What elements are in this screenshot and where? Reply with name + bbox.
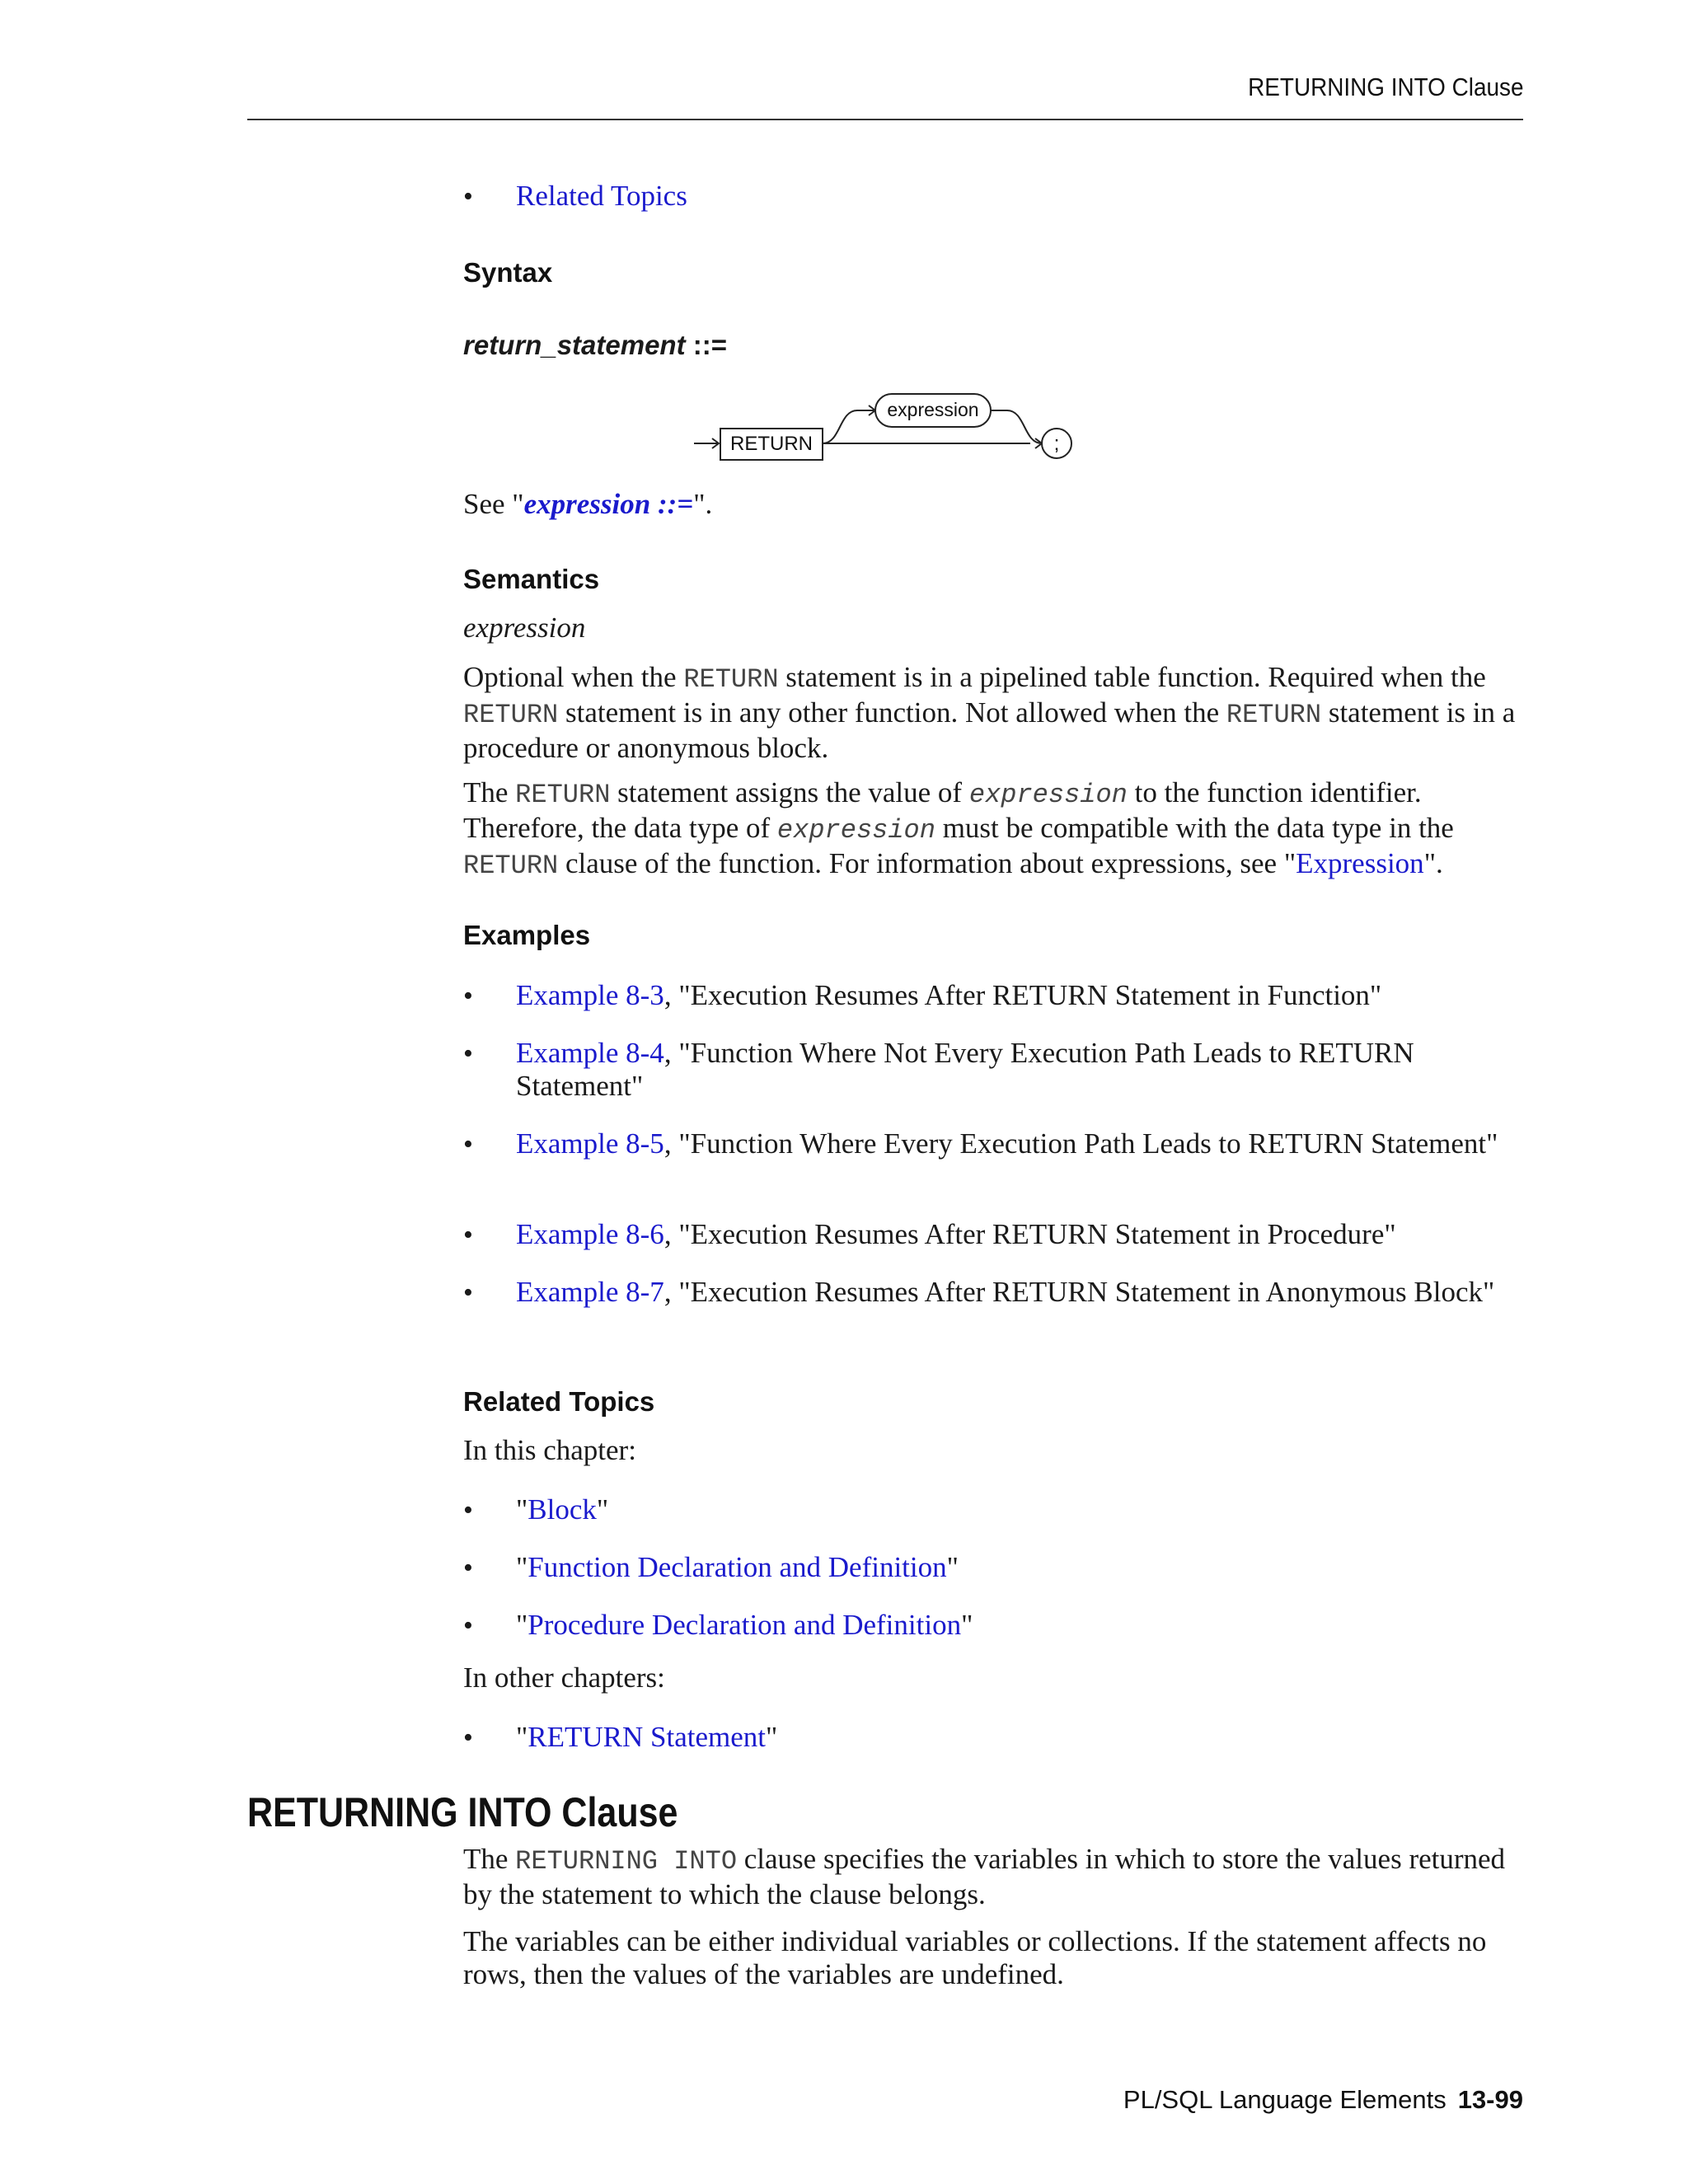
diagram-expression: expression <box>887 399 979 420</box>
section-title: RETURNING INTO Clause <box>247 1789 678 1835</box>
example-8-3-link[interactable]: Example 8-3 <box>516 979 664 1011</box>
example-8-4-link[interactable]: Example 8-4 <box>516 1037 664 1069</box>
diagram-keyword: RETURN <box>730 433 813 455</box>
examples-heading: Examples <box>463 920 591 950</box>
returning-into-paragraph-1: The RETURNING INTO clause specifies the variables in which to store the values returned by the statement to which the clause belongs. <box>463 1843 1506 1910</box>
bullet-icon <box>463 979 516 1013</box>
syntax-heading: Syntax <box>463 257 553 288</box>
syntax-rule-op: ::= <box>692 330 727 360</box>
in-other-chapters-label: In other chapters: <box>463 1661 665 1694</box>
example-8-6-link[interactable]: Example 8-6 <box>516 1218 664 1250</box>
running-header-title: RETURNING INTO Clause <box>1247 73 1523 101</box>
related-topics-link[interactable]: Related Topics <box>516 180 687 212</box>
footer-book-title: PL/SQL Language Elements <box>1123 2085 1447 2114</box>
bullet-icon <box>463 180 516 213</box>
semantics-heading: Semantics <box>463 564 600 594</box>
diagram-branch <box>991 410 1042 443</box>
expression-rule-link[interactable]: expression ::= <box>523 488 694 520</box>
bullet-icon <box>463 1127 516 1161</box>
page-footer <box>1123 2085 1523 2115</box>
return-statement-link[interactable]: RETURN Statement <box>528 1721 767 1753</box>
returning-into-paragraph-2: The variables can be either individual variables or collections. If the statement affects no rows, then the values of the variables are undefined. <box>463 1925 1487 1990</box>
bullet-icon <box>463 1037 516 1071</box>
in-this-chapter-label: In this chapter: <box>463 1434 636 1466</box>
bullet-icon <box>463 1276 516 1310</box>
related-topics-heading: Related Topics <box>463 1386 655 1417</box>
running-header <box>247 73 1523 120</box>
bullet-icon <box>463 1218 516 1252</box>
page-number: 13-99 <box>1457 2085 1523 2114</box>
example-8-7-link[interactable]: Example 8-7 <box>516 1276 664 1308</box>
syntax-rule-name: return_statement <box>463 330 686 360</box>
semantics-paragraph-1: Optional when the RETURN statement is in a pipelined table function. Required when the RETURN statement is in any other function. Not allowed when the RETURN statement is in a procedure or anonymous block. <box>463 661 1516 764</box>
block-link[interactable]: Block <box>528 1493 597 1526</box>
syntax-rule <box>463 330 1526 361</box>
procedure-declaration-link[interactable]: Procedure Declaration and Definition <box>528 1609 962 1641</box>
semantics-term: expression <box>463 612 586 644</box>
diagram-branch <box>823 410 875 443</box>
bullet-icon <box>463 1609 516 1643</box>
bullet-icon <box>463 1721 516 1755</box>
semantics-paragraph-2: The RETURN statement assigns the value of expression to the function identifier. Therefore, the data type of expression must be compatible with the data type in the RETURN clause of the function. For information about expressions, see "Expression". <box>463 776 1454 881</box>
example-8-5-link[interactable]: Example 8-5 <box>516 1127 664 1160</box>
see-expression-note: See "expression ::=". <box>463 488 713 520</box>
bullet-icon <box>463 1493 516 1527</box>
function-declaration-link[interactable]: Function Declaration and Definition <box>528 1551 947 1583</box>
syntax-diagram <box>684 387 1080 470</box>
diagram-terminator: ; <box>1053 433 1060 455</box>
bullet-icon <box>463 1551 516 1585</box>
expression-link[interactable]: Expression <box>1296 847 1424 879</box>
